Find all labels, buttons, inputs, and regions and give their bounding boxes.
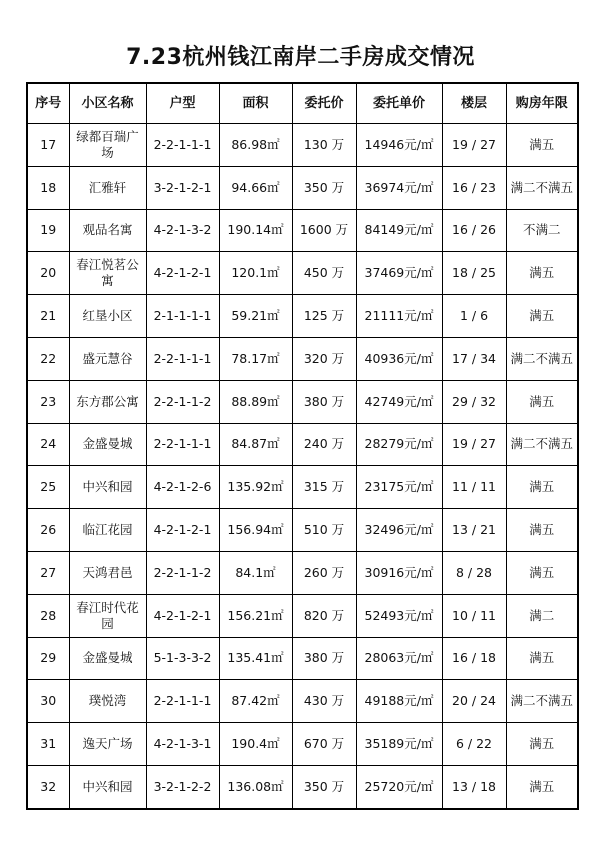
layout-cell: 4-2-1-2-6 — [146, 466, 219, 509]
serial-cell: 21 — [27, 295, 69, 338]
community-cell: 东方郡公寓 — [69, 380, 146, 423]
community-cell: 逸天广场 — [69, 723, 146, 766]
unit-price-cell: 21111元/㎡ — [356, 295, 442, 338]
unit-price-cell: 32496元/㎡ — [356, 509, 442, 552]
area-cell: 156.94㎡ — [219, 509, 292, 552]
table-row — [27, 295, 578, 338]
table-row — [27, 166, 578, 209]
unit-price-cell: 40936元/㎡ — [356, 337, 442, 380]
unit-price-cell: 84149元/㎡ — [356, 209, 442, 252]
asking-price-cell: 670 万 — [292, 723, 356, 766]
table-row — [27, 594, 578, 637]
asking-price-cell: 820 万 — [292, 594, 356, 637]
layout-cell: 4-2-1-3-1 — [146, 723, 219, 766]
floor-cell: 11 / 11 — [442, 466, 506, 509]
layout-cell: 4-2-1-2-1 — [146, 252, 219, 295]
holding-years-cell: 满五 — [506, 551, 578, 594]
community-cell: 春江悦茗公寓 — [69, 252, 146, 295]
serial-cell: 24 — [27, 423, 69, 466]
holding-years-cell: 满五 — [506, 380, 578, 423]
asking-price-cell: 510 万 — [292, 509, 356, 552]
community-cell: 中兴和园 — [69, 466, 146, 509]
asking-price-cell: 315 万 — [292, 466, 356, 509]
asking-price-cell: 350 万 — [292, 166, 356, 209]
serial-cell: 18 — [27, 166, 69, 209]
serial-cell: 32 — [27, 765, 69, 808]
table-row — [27, 252, 578, 295]
unit-price-cell: 37469元/㎡ — [356, 252, 442, 295]
area-cell: 86.98㎡ — [219, 124, 292, 167]
floor-cell: 16 / 18 — [442, 637, 506, 680]
area-cell: 156.21㎡ — [219, 594, 292, 637]
layout-cell: 3-2-1-2-2 — [146, 765, 219, 808]
area-cell: 190.14㎡ — [219, 209, 292, 252]
asking-price-cell: 125 万 — [292, 295, 356, 338]
area-cell: 59.21㎡ — [219, 295, 292, 338]
holding-years-cell: 满五 — [506, 295, 578, 338]
unit-price-cell: 25720元/㎡ — [356, 765, 442, 808]
floor-cell: 10 / 11 — [442, 594, 506, 637]
layout-cell: 2-2-1-1-1 — [146, 124, 219, 167]
unit-price-cell: 35189元/㎡ — [356, 723, 442, 766]
unit-price-cell: 52493元/㎡ — [356, 594, 442, 637]
transaction-table — [26, 82, 579, 810]
serial-cell: 19 — [27, 209, 69, 252]
table-row — [27, 723, 578, 766]
layout-cell: 3-2-1-2-1 — [146, 166, 219, 209]
layout-cell: 5-1-3-3-2 — [146, 637, 219, 680]
serial-cell: 23 — [27, 380, 69, 423]
community-cell: 璞悦湾 — [69, 680, 146, 723]
layout-cell: 4-2-1-3-2 — [146, 209, 219, 252]
area-cell: 87.42㎡ — [219, 680, 292, 723]
asking-price-cell: 1600 万 — [292, 209, 356, 252]
holding-years-cell: 满五 — [506, 765, 578, 808]
community-cell: 金盛曼城 — [69, 423, 146, 466]
layout-cell: 2-1-1-1-1 — [146, 295, 219, 338]
table-row — [27, 124, 578, 167]
holding-years-cell: 满五 — [506, 124, 578, 167]
floor-cell: 13 / 18 — [442, 765, 506, 808]
community-cell: 汇雅轩 — [69, 166, 146, 209]
community-cell: 红垦小区 — [69, 295, 146, 338]
column-header-layout: 户型 — [146, 83, 219, 124]
table-row — [27, 423, 578, 466]
unit-price-cell: 14946元/㎡ — [356, 124, 442, 167]
layout-cell: 4-2-1-2-1 — [146, 594, 219, 637]
column-header-area: 面积 — [219, 83, 292, 124]
holding-years-cell: 满二 — [506, 594, 578, 637]
layout-cell: 4-2-1-2-1 — [146, 509, 219, 552]
floor-cell: 13 / 21 — [442, 509, 506, 552]
area-cell: 120.1㎡ — [219, 252, 292, 295]
serial-cell: 28 — [27, 594, 69, 637]
floor-cell: 17 / 34 — [442, 337, 506, 380]
unit-price-cell: 23175元/㎡ — [356, 466, 442, 509]
serial-cell: 30 — [27, 680, 69, 723]
serial-cell: 27 — [27, 551, 69, 594]
table-body — [27, 124, 578, 809]
holding-years-cell: 满五 — [506, 252, 578, 295]
table-header-row — [27, 83, 578, 124]
table-row — [27, 680, 578, 723]
unit-price-cell: 28279元/㎡ — [356, 423, 442, 466]
floor-cell: 20 / 24 — [442, 680, 506, 723]
floor-cell: 16 / 26 — [442, 209, 506, 252]
community-cell: 春江时代花园 — [69, 594, 146, 637]
unit-price-cell: 30916元/㎡ — [356, 551, 442, 594]
column-header-asking-price: 委托价 — [292, 83, 356, 124]
holding-years-cell: 满二不满五 — [506, 337, 578, 380]
holding-years-cell: 不满二 — [506, 209, 578, 252]
layout-cell: 2-2-1-1-1 — [146, 337, 219, 380]
table-row — [27, 637, 578, 680]
area-cell: 94.66㎡ — [219, 166, 292, 209]
area-cell: 136.08㎡ — [219, 765, 292, 808]
layout-cell: 2-2-1-1-2 — [146, 551, 219, 594]
asking-price-cell: 130 万 — [292, 124, 356, 167]
floor-cell: 6 / 22 — [442, 723, 506, 766]
column-header-holding-years: 购房年限 — [506, 83, 578, 124]
unit-price-cell: 36974元/㎡ — [356, 166, 442, 209]
community-cell: 绿都百瑞广场 — [69, 124, 146, 167]
asking-price-cell: 430 万 — [292, 680, 356, 723]
community-cell: 中兴和园 — [69, 765, 146, 808]
floor-cell: 16 / 23 — [442, 166, 506, 209]
layout-cell: 2-2-1-1-1 — [146, 680, 219, 723]
community-cell: 观品名寓 — [69, 209, 146, 252]
serial-cell: 25 — [27, 466, 69, 509]
asking-price-cell: 260 万 — [292, 551, 356, 594]
serial-cell: 31 — [27, 723, 69, 766]
holding-years-cell: 满五 — [506, 637, 578, 680]
table-row — [27, 466, 578, 509]
asking-price-cell: 320 万 — [292, 337, 356, 380]
area-cell: 88.89㎡ — [219, 380, 292, 423]
page-title: 7.23杭州钱江南岸二手房成交情况 — [126, 45, 475, 70]
asking-price-cell: 350 万 — [292, 765, 356, 808]
table-row — [27, 765, 578, 808]
holding-years-cell: 满五 — [506, 466, 578, 509]
holding-years-cell: 满五 — [506, 509, 578, 552]
column-header-unit-price: 委托单价 — [356, 83, 442, 124]
holding-years-cell: 满二不满五 — [506, 166, 578, 209]
community-cell: 临江花园 — [69, 509, 146, 552]
holding-years-cell: 满五 — [506, 723, 578, 766]
area-cell: 135.92㎡ — [219, 466, 292, 509]
table-row — [27, 380, 578, 423]
area-cell: 84.1㎡ — [219, 551, 292, 594]
area-cell: 84.87㎡ — [219, 423, 292, 466]
asking-price-cell: 450 万 — [292, 252, 356, 295]
area-cell: 190.4㎡ — [219, 723, 292, 766]
floor-cell: 19 / 27 — [442, 124, 506, 167]
table-row — [27, 551, 578, 594]
unit-price-cell: 42749元/㎡ — [356, 380, 442, 423]
community-cell: 天鸿君邑 — [69, 551, 146, 594]
column-header-serial: 序号 — [27, 83, 69, 124]
floor-cell: 18 / 25 — [442, 252, 506, 295]
serial-cell: 20 — [27, 252, 69, 295]
floor-cell: 1 / 6 — [442, 295, 506, 338]
community-cell: 盛元慧谷 — [69, 337, 146, 380]
table-row — [27, 509, 578, 552]
column-header-floor: 楼层 — [442, 83, 506, 124]
unit-price-cell: 28063元/㎡ — [356, 637, 442, 680]
table-row — [27, 337, 578, 380]
area-cell: 78.17㎡ — [219, 337, 292, 380]
unit-price-cell: 49188元/㎡ — [356, 680, 442, 723]
serial-cell: 29 — [27, 637, 69, 680]
asking-price-cell: 240 万 — [292, 423, 356, 466]
area-cell: 135.41㎡ — [219, 637, 292, 680]
serial-cell: 17 — [27, 124, 69, 167]
serial-cell: 26 — [27, 509, 69, 552]
asking-price-cell: 380 万 — [292, 380, 356, 423]
floor-cell: 8 / 28 — [442, 551, 506, 594]
floor-cell: 29 / 32 — [442, 380, 506, 423]
layout-cell: 2-2-1-1-2 — [146, 380, 219, 423]
column-header-community: 小区名称 — [69, 83, 146, 124]
community-cell: 金盛曼城 — [69, 637, 146, 680]
layout-cell: 2-2-1-1-1 — [146, 423, 219, 466]
asking-price-cell: 380 万 — [292, 637, 356, 680]
floor-cell: 19 / 27 — [442, 423, 506, 466]
holding-years-cell: 满二不满五 — [506, 423, 578, 466]
table-row — [27, 209, 578, 252]
holding-years-cell: 满二不满五 — [506, 680, 578, 723]
serial-cell: 22 — [27, 337, 69, 380]
